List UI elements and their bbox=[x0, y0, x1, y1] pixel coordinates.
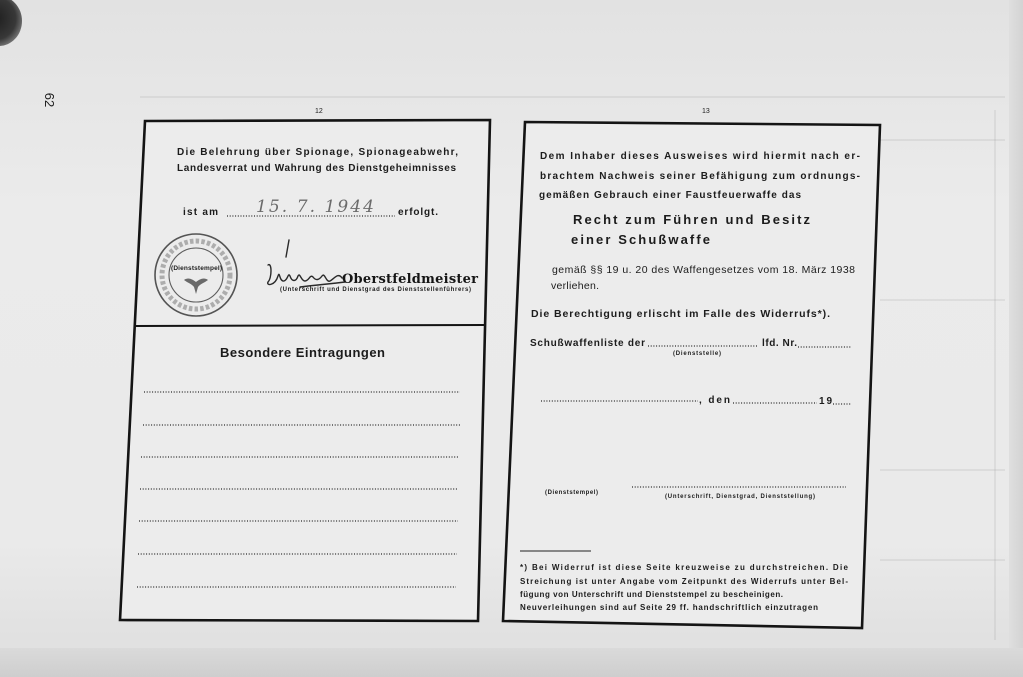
signature-caption: (Unterschrift, Dienstgrad, Dienststellung) bbox=[665, 494, 815, 500]
legal-basis-line-1: gemäß §§ 19 u. 20 des Waffengesetzes vom 18. März 1938 bbox=[552, 264, 855, 276]
side-page-mark: 62 bbox=[42, 92, 57, 108]
intro-line-3: gemäßen Gebrauch einer Faustfeuerwaffe das bbox=[539, 190, 801, 201]
handwritten-date: 15. 7. 1944 bbox=[256, 197, 374, 217]
date-suffix: erfolgt. bbox=[398, 207, 438, 218]
stamp-caption: (Dienststempel) bbox=[545, 490, 598, 496]
special-entries-title: Besondere Eintragungen bbox=[220, 345, 385, 360]
office-caption: (Dienststelle) bbox=[673, 351, 721, 357]
intro-line-1: Dem Inhaber dieses Ausweises wird hiermit nach er- bbox=[540, 151, 860, 162]
entitlement-heading-1: Recht zum Führen und Besitz bbox=[573, 212, 810, 227]
year-prefix: 19 bbox=[819, 396, 832, 407]
signature-caption: (Unterschrift und Dienstgrad des Dienststellenführers) bbox=[280, 287, 471, 293]
section-divider bbox=[135, 325, 485, 326]
legal-basis-line-2: verliehen. bbox=[551, 280, 599, 292]
page-number: 13 bbox=[702, 108, 710, 115]
footnote-line-4: Neuverleihungen sind auf Seite 29 ff. handschriftlich einzutragen bbox=[520, 603, 818, 612]
date-prefix: ist am bbox=[183, 207, 218, 218]
revocation-notice: Die Berechtigung erlischt im Falle des Widerrufs*). bbox=[531, 308, 830, 320]
footnote-line-2: Streichung ist unter Angabe vom Zeitpunkt des Widerrufs unter Bel- bbox=[520, 577, 848, 586]
date-den-label: , den bbox=[699, 395, 730, 406]
briefing-line-2: Landesverrat und Wahrung des Dienstgeheimnisses bbox=[177, 163, 456, 174]
intro-line-2: brachtem Nachweis seiner Befähigung zum ordnungs- bbox=[540, 171, 860, 182]
footnote-line-3: fügung von Unterschrift und Dienststempel zu bescheinigen. bbox=[520, 590, 783, 599]
weapon-list-label: Schußwaffenliste der bbox=[530, 338, 645, 349]
footnote-line-1: *) Bei Widerruf ist diese Seite kreuzweise zu durchstreichen. Die bbox=[520, 563, 848, 572]
serial-number-label: lfd. Nr. bbox=[762, 338, 797, 349]
page-number: 12 bbox=[315, 108, 323, 115]
left-page-frame bbox=[120, 120, 490, 621]
briefing-line-1: Die Belehrung über Spionage, Spionageabwehr, bbox=[177, 147, 459, 158]
right-page bbox=[503, 108, 880, 628]
left-page bbox=[120, 108, 490, 621]
stamp-label: (Dienststempel) bbox=[171, 265, 222, 272]
entitlement-heading-2: einer Schußwaffe bbox=[571, 232, 710, 247]
signer-rank: Oberstfeldmeister bbox=[342, 272, 478, 287]
